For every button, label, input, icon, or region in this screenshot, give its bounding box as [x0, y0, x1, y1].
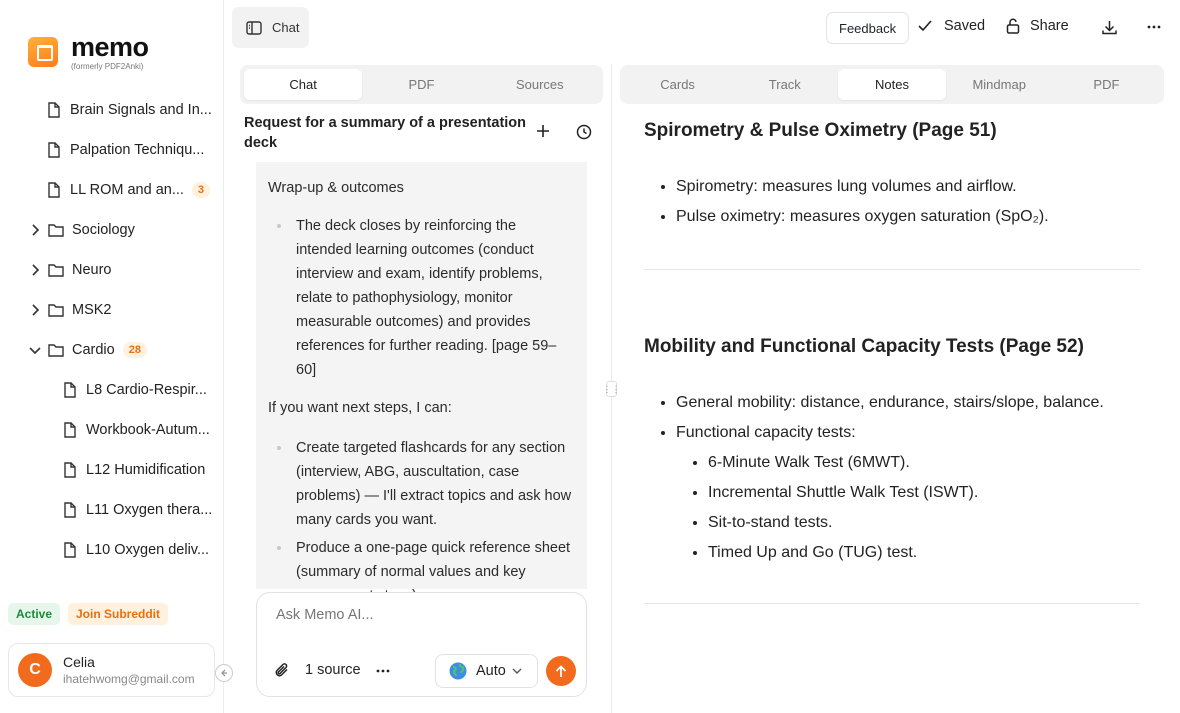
file-icon	[62, 382, 78, 398]
section-heading: Spirometry & Pulse Oximetry (Page 51)	[644, 120, 997, 141]
saved-status	[918, 18, 985, 34]
arrow-up-icon	[555, 665, 567, 678]
chat-toggle-label: Chat	[272, 20, 300, 35]
chevron-down-icon	[512, 668, 522, 675]
brand-name: memo	[71, 32, 149, 62]
sidebar-item-label: Workbook-Autum...	[86, 422, 210, 438]
file-icon	[62, 462, 78, 478]
tab-sources[interactable]: Sources	[515, 77, 564, 92]
notes-content	[644, 117, 1140, 713]
sidebar-item-label: Palpation Techniqu...	[70, 142, 205, 158]
feedback-button[interactable]: Feedback	[826, 12, 909, 44]
sidebar-item-workbook[interactable]	[62, 410, 216, 450]
chat-tabs	[240, 65, 603, 104]
download-icon[interactable]	[1101, 19, 1118, 36]
chat-input[interactable]	[276, 607, 566, 623]
sidebar-folder-msk2[interactable]	[28, 290, 112, 330]
status-badge: Active	[8, 603, 60, 625]
sidebar-item-ll-rom[interactable]	[46, 170, 222, 210]
file-icon	[46, 102, 62, 118]
sidebar-item-label: MSK2	[72, 302, 112, 318]
saved-label: Saved	[944, 18, 986, 34]
notes-item: • Pulse oximetry: measures oxygen saturation (SpO₂).	[676, 204, 1140, 230]
file-icon	[62, 542, 78, 558]
share-label: Share	[1030, 18, 1069, 34]
notes-subitem: • Incremental Shuttle Walk Test (ISWT).	[708, 480, 1140, 506]
chat-panel	[224, 56, 611, 713]
notes-tabs	[620, 65, 1164, 104]
file-icon	[62, 502, 78, 518]
message-bullet: Produce a one-page quick reference sheet (summary of normal values and key	[296, 536, 575, 608]
sidebar	[0, 0, 224, 713]
folder-icon	[48, 222, 64, 238]
sidebar-item-label: L8 Cardio-Respir...	[86, 382, 207, 398]
more-options-icon[interactable]	[375, 663, 391, 679]
tab-chat[interactable]: Chat	[244, 69, 362, 100]
sidebar-item-l12[interactable]	[62, 450, 216, 490]
sidebar-item-label: Brain Signals and In...	[70, 102, 212, 118]
chat-composer	[256, 592, 587, 697]
sidebar-item-label: Cardio	[72, 342, 115, 358]
count-badge: 3	[192, 182, 210, 198]
chevron-right-icon[interactable]	[28, 223, 42, 237]
sidebar-item-l11[interactable]	[62, 490, 216, 530]
sidebar-folder-cardio[interactable]	[28, 330, 147, 370]
notes-item: • Spirometry: measures lung volumes and airflow.	[676, 174, 1140, 200]
notes-list	[644, 390, 1140, 566]
chevron-right-icon[interactable]	[28, 263, 42, 277]
chevron-down-icon[interactable]	[28, 343, 42, 357]
user-card[interactable]	[8, 643, 215, 697]
language-value: Auto	[476, 663, 506, 679]
file-icon	[62, 422, 78, 438]
sidebar-item-palpation[interactable]	[46, 130, 216, 170]
share-button[interactable]	[1006, 18, 1069, 34]
notes-subitem: • Timed Up and Go (TUG) test.	[708, 540, 1140, 566]
message-list	[268, 436, 575, 608]
sidebar-item-brain-signals[interactable]	[46, 90, 216, 130]
notes-item	[676, 420, 1140, 566]
brand-subtitle: (formerly PDF2Anki)	[71, 62, 144, 71]
sidebar-item-label: Neuro	[72, 262, 112, 278]
tab-pdf[interactable]: PDF	[1093, 77, 1120, 92]
split-panel-icon	[246, 21, 262, 35]
tab-track[interactable]: Track	[768, 77, 801, 92]
resize-handle[interactable]: ⋮⋮	[606, 381, 617, 397]
send-button[interactable]	[546, 656, 576, 686]
memo-logo-icon	[28, 37, 58, 67]
user-email: ihatehwomg@gmail.com	[63, 672, 195, 686]
top-bar	[224, 0, 1180, 56]
notes-subitem: • 6-Minute Walk Test (6MWT).	[708, 450, 1140, 476]
sidebar-item-label: Sociology	[72, 222, 135, 238]
tab-notes[interactable]: Notes	[838, 69, 945, 100]
message-bullet: The deck closes by reinforcing the intended learning outcomes (conduct interview and exam, identify problems, relate to pathophysiology, monitor measurable outcomes) and provides references for further reading. [page 59–60]	[296, 214, 575, 382]
message-heading: Wrap-up & outcomes	[268, 180, 404, 196]
unlock-icon	[1006, 18, 1020, 34]
source-count[interactable]: 1 source	[305, 662, 361, 678]
folder-icon	[48, 342, 64, 358]
folder-icon	[48, 302, 64, 318]
paperclip-icon[interactable]	[274, 662, 290, 678]
plus-icon[interactable]	[536, 124, 550, 138]
tab-mindmap[interactable]: Mindmap	[972, 77, 1026, 92]
assistant-message	[256, 162, 587, 589]
avatar: C	[18, 653, 52, 687]
folder-icon	[48, 262, 64, 278]
sidebar-item-label: LL ROM and an...	[70, 182, 184, 198]
sidebar-item-l8-cardio[interactable]	[62, 370, 216, 410]
message-followup: If you want next steps, I can:	[268, 400, 452, 416]
sidebar-folder-sociology[interactable]	[28, 210, 135, 250]
notes-sublist	[676, 450, 1140, 566]
sidebar-item-label: L11 Oxygen thera...	[86, 502, 213, 518]
notes-subitem: • Sit-to-stand tests.	[708, 510, 1140, 536]
language-select[interactable]	[435, 654, 538, 688]
globe-icon	[448, 661, 468, 681]
tab-pdf[interactable]: PDF	[408, 77, 435, 92]
count-badge: 28	[123, 342, 147, 358]
section-divider	[644, 269, 1140, 270]
chevron-right-icon[interactable]	[28, 303, 42, 317]
chat-toggle-button[interactable]	[232, 7, 309, 48]
section-divider	[644, 603, 1140, 604]
notes-item-label: Functional capacity tests:	[676, 424, 856, 441]
section-heading: Mobility and Functional Capacity Tests (Page 52)	[644, 336, 1084, 357]
message-list	[268, 214, 575, 382]
notes-item: • General mobility: distance, endurance, stairs/slope, balance.	[676, 390, 1140, 416]
sidebar-item-label: L10 Oxygen deliv...	[86, 542, 210, 558]
sidebar-item-l10[interactable]	[62, 530, 216, 570]
join-subreddit-button[interactable]: Join Subreddit	[68, 603, 168, 625]
check-icon	[918, 20, 932, 32]
more-options-icon[interactable]	[1146, 19, 1162, 35]
message-bullet: Create targeted flashcards for any section (interview, ABG, auscultation, case problems) — I'll extract topics and ask how many cards you want.	[296, 436, 575, 532]
history-icon[interactable]	[576, 124, 592, 140]
notes-list	[644, 174, 1140, 230]
file-icon	[46, 182, 62, 198]
brand-logo[interactable]	[28, 33, 149, 71]
file-icon	[46, 142, 62, 158]
user-name: Celia	[63, 654, 95, 670]
sidebar-item-label: L12 Humidification	[86, 462, 206, 478]
sidebar-folder-neuro[interactable]	[28, 250, 112, 290]
chat-title: Request for a summary of a presentation deck	[244, 115, 527, 151]
tab-cards[interactable]: Cards	[660, 77, 695, 92]
